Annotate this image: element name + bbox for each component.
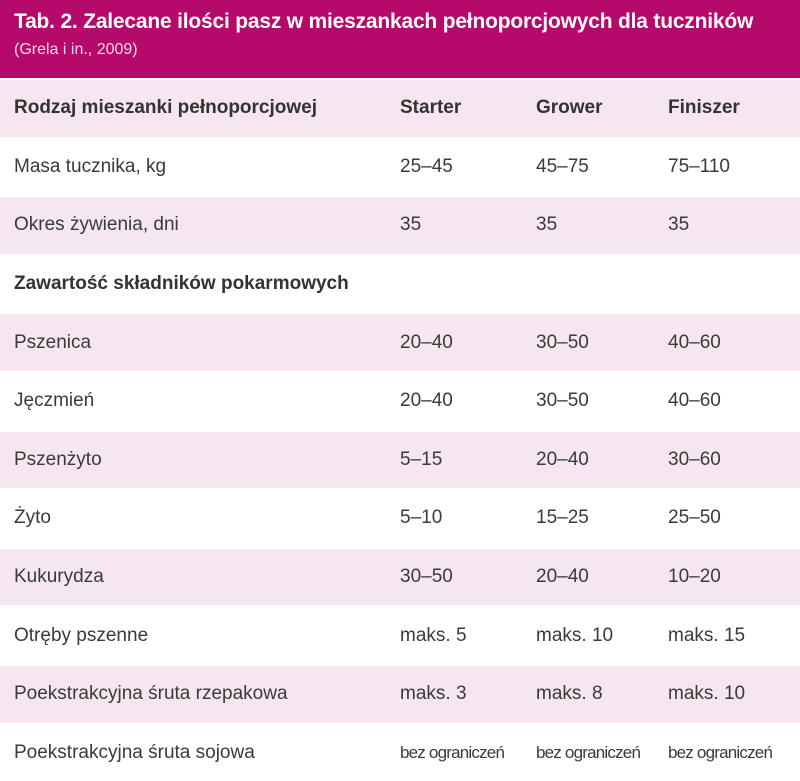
- row-value-grower: 20–40: [536, 566, 589, 588]
- table-row: [0, 488, 800, 547]
- table-row: [0, 195, 800, 254]
- table-header-banner: [0, 0, 800, 78]
- row-value-grower: 15–25: [536, 507, 589, 529]
- row-value-grower: bez ograniczeń: [536, 742, 641, 762]
- table-row: [0, 137, 800, 196]
- table-source: (Grela i in., 2009): [14, 41, 138, 58]
- row-label: Jęczmień: [14, 390, 95, 412]
- row-value-finiszer: 35: [668, 214, 690, 236]
- row-value-grower: 45–75: [536, 155, 589, 177]
- column-header-finiszer: Finiszer: [668, 97, 740, 119]
- table-row: [0, 547, 800, 606]
- column-header-starter: Starter: [400, 97, 462, 119]
- row-value-starter: 30–50: [400, 566, 453, 588]
- row-label: Pszenica: [14, 331, 92, 353]
- feed-table: [0, 78, 800, 781]
- row-value-grower: maks. 8: [536, 683, 603, 705]
- column-header-type: Rodzaj mieszanki pełnoporcjowej: [14, 97, 318, 119]
- row-label: Kukurydza: [14, 566, 104, 588]
- row-label: Masa tucznika, kg: [14, 155, 167, 177]
- table-row: [0, 430, 800, 489]
- column-header-grower: Grower: [536, 97, 603, 119]
- row-label: Pszenżyto: [14, 448, 102, 470]
- row-value-starter: 35: [400, 214, 422, 236]
- section-header-row: [0, 254, 800, 313]
- table-column-headers: [0, 78, 800, 137]
- row-value-grower: 35: [536, 214, 558, 236]
- table-row: [0, 605, 800, 664]
- section-title: Zawartość składników pokarmowych: [14, 273, 349, 295]
- row-value-grower: maks. 10: [536, 624, 614, 646]
- row-value-starter: maks. 3: [400, 683, 467, 705]
- table-row: [0, 312, 800, 371]
- row-value-finiszer: maks. 15: [668, 624, 746, 646]
- row-value-starter: 5–15: [400, 448, 443, 470]
- row-label: Żyto: [14, 507, 51, 529]
- row-value-grower: 30–50: [536, 390, 589, 412]
- table-title: Tab. 2. Zalecane ilości pasz w mieszankach pełnoporcjowych dla tuczników: [14, 10, 754, 33]
- row-label: Poekstrakcyjna śruta rzepakowa: [14, 683, 288, 705]
- row-value-finiszer: 40–60: [668, 390, 721, 412]
- row-value-grower: 20–40: [536, 448, 589, 470]
- row-label: Otręby pszenne: [14, 624, 149, 646]
- row-value-grower: 30–50: [536, 331, 589, 353]
- row-label: Poekstrakcyjna śruta sojowa: [14, 741, 255, 763]
- table-row: [0, 371, 800, 430]
- row-label: Okres żywienia, dni: [14, 214, 179, 236]
- row-value-starter: 20–40: [400, 331, 453, 353]
- row-value-finiszer: bez ograniczeń: [668, 742, 773, 762]
- row-value-finiszer: 30–60: [668, 448, 721, 470]
- table-row: [0, 723, 800, 781]
- row-value-starter: 25–45: [400, 155, 453, 177]
- row-value-starter: 5–10: [400, 507, 443, 529]
- row-value-starter: bez ograniczeń: [400, 742, 505, 762]
- row-value-finiszer: maks. 10: [668, 683, 746, 705]
- row-value-starter: maks. 5: [400, 624, 467, 646]
- table-row: [0, 664, 800, 723]
- row-value-finiszer: 25–50: [668, 507, 721, 529]
- row-value-starter: 20–40: [400, 390, 453, 412]
- row-value-finiszer: 10–20: [668, 566, 721, 588]
- row-value-finiszer: 40–60: [668, 331, 721, 353]
- row-value-finiszer: 75–110: [668, 155, 730, 177]
